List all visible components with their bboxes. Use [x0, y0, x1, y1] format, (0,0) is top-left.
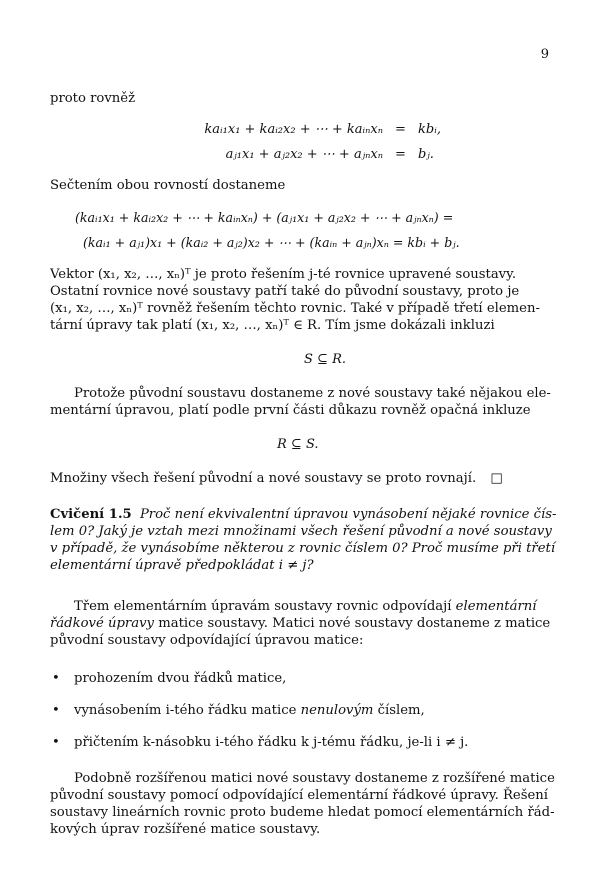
paragraph-intro: proto rovněž [50, 91, 136, 106]
text-span: vynásobením i-tého řádku matice [74, 703, 297, 718]
text-line [50, 506, 556, 523]
text-span: Třem elementárním úpravám soustavy rovnic odpovídají [74, 599, 452, 614]
eq2-rel: = [395, 147, 406, 162]
text-line: původní soustavy pomocí odpovídající elementární řádkové úpravy. Řešení [50, 788, 548, 803]
text-line: elementární úpravě předpokládat i ≠ j? [50, 558, 314, 573]
eq1-rhs: kbᵢ, [418, 122, 441, 137]
equation-sum-line2: (kaᵢ₁ + aⱼ₁)x₁ + (kaᵢ₂ + aⱼ₂)x₂ + ⋯ + (kaᵢₙ + aⱼₙ)xₙ = kbᵢ + bⱼ. [83, 235, 460, 250]
text-span-emphasis: řádkové úpravy [50, 616, 154, 631]
eq2-rhs: bⱼ. [418, 147, 434, 162]
text-span-emphasis: nenulovým [300, 703, 374, 718]
qed-symbol: □ [490, 471, 503, 486]
text-line: mentární úpravou, platí podle první části důkazu rovněž opačná inkluze [50, 403, 531, 418]
eq1-lhs: kaᵢ₁x₁ + kaᵢ₂x₂ + ⋯ + kaᵢₙxₙ [204, 122, 383, 137]
bullet-item [74, 702, 425, 719]
text-span: číslem, [377, 703, 425, 718]
text-line: Ostatní rovnice nové soustavy patří také do původní soustavy, proto je [50, 284, 520, 299]
text-line [74, 598, 536, 615]
text-line: původní soustavy odpovídající úpravou matice: [50, 633, 364, 648]
text-line: soustavy lineárních rovnic proto budeme hledat pomocí elementárních řád- [50, 805, 555, 820]
text-span: matice soustavy. Matici nové soustavy dostaneme z matice [158, 616, 551, 631]
text-line [50, 615, 550, 632]
text-line: Protože původní soustavu dostaneme z nové soustavy také nějakou ele- [74, 386, 551, 401]
text-line: v případě, že vynásobíme některou z rovnic číslem 0? Proč musíme při třetí [50, 541, 556, 556]
text-line: Vektor (x₁, x₂, …, xₙ)ᵀ je proto řešením j-té rovnice upravené soustavy. [50, 267, 517, 282]
bullet-item: • přičtením k-násobku i-tého řádku k j-tému řádku, je-li i ≠ j. [74, 734, 468, 751]
text-line: Podobně rozšířenou matici nové soustavy dostaneme z rozšířené matice [74, 771, 555, 786]
text-line: lem 0? Jaký je vztah mezi množinami všech řešení původní a nové soustavy [50, 524, 552, 539]
exercise-text: Proč není ekvivalentní úpravou vynásobení nějaké rovnice čís- [139, 507, 557, 522]
text-line: (x₁, x₂, …, xₙ)ᵀ rovněž řešením těchto rovnic. Také v případě třetí elemen- [50, 301, 540, 316]
eq1-rel: = [395, 122, 406, 137]
bullet-item: • prohozením dvou řádků matice, [74, 670, 286, 687]
paragraph-conclusion [50, 470, 503, 487]
conclusion-text: Množiny všech řešení původní a nové soustavy se proto rovnají. [50, 471, 477, 486]
text-line: tární úpravy tak platí (x₁, x₂, …, xₙ)ᵀ ∈ R. Tím jsme dokázali inkluzi [50, 318, 495, 333]
text-span-emphasis: elementární [455, 599, 537, 614]
equation-inclusion-r-s: R ⊆ S. [277, 437, 319, 452]
eq2-lhs: aⱼ₁x₁ + aⱼ₂x₂ + ⋯ + aⱼₙxₙ [225, 147, 383, 162]
equation-sum-line1: (kaᵢ₁x₁ + kaᵢ₂x₂ + ⋯ + kaᵢₙxₙ) + (aⱼ₁x₁ + aⱼ₂x₂ + ⋯ + aⱼₙxₙ) = [75, 210, 454, 225]
exercise-label: Cvičení 1.5 [50, 507, 132, 522]
paragraph-sum: Sečtením obou rovností dostaneme [50, 178, 286, 193]
page-number: 9 [540, 47, 549, 62]
text-line: kových úprav rozšířené matice soustavy. [50, 822, 321, 837]
equation-inclusion-s-r: S ⊆ R. [304, 352, 346, 367]
